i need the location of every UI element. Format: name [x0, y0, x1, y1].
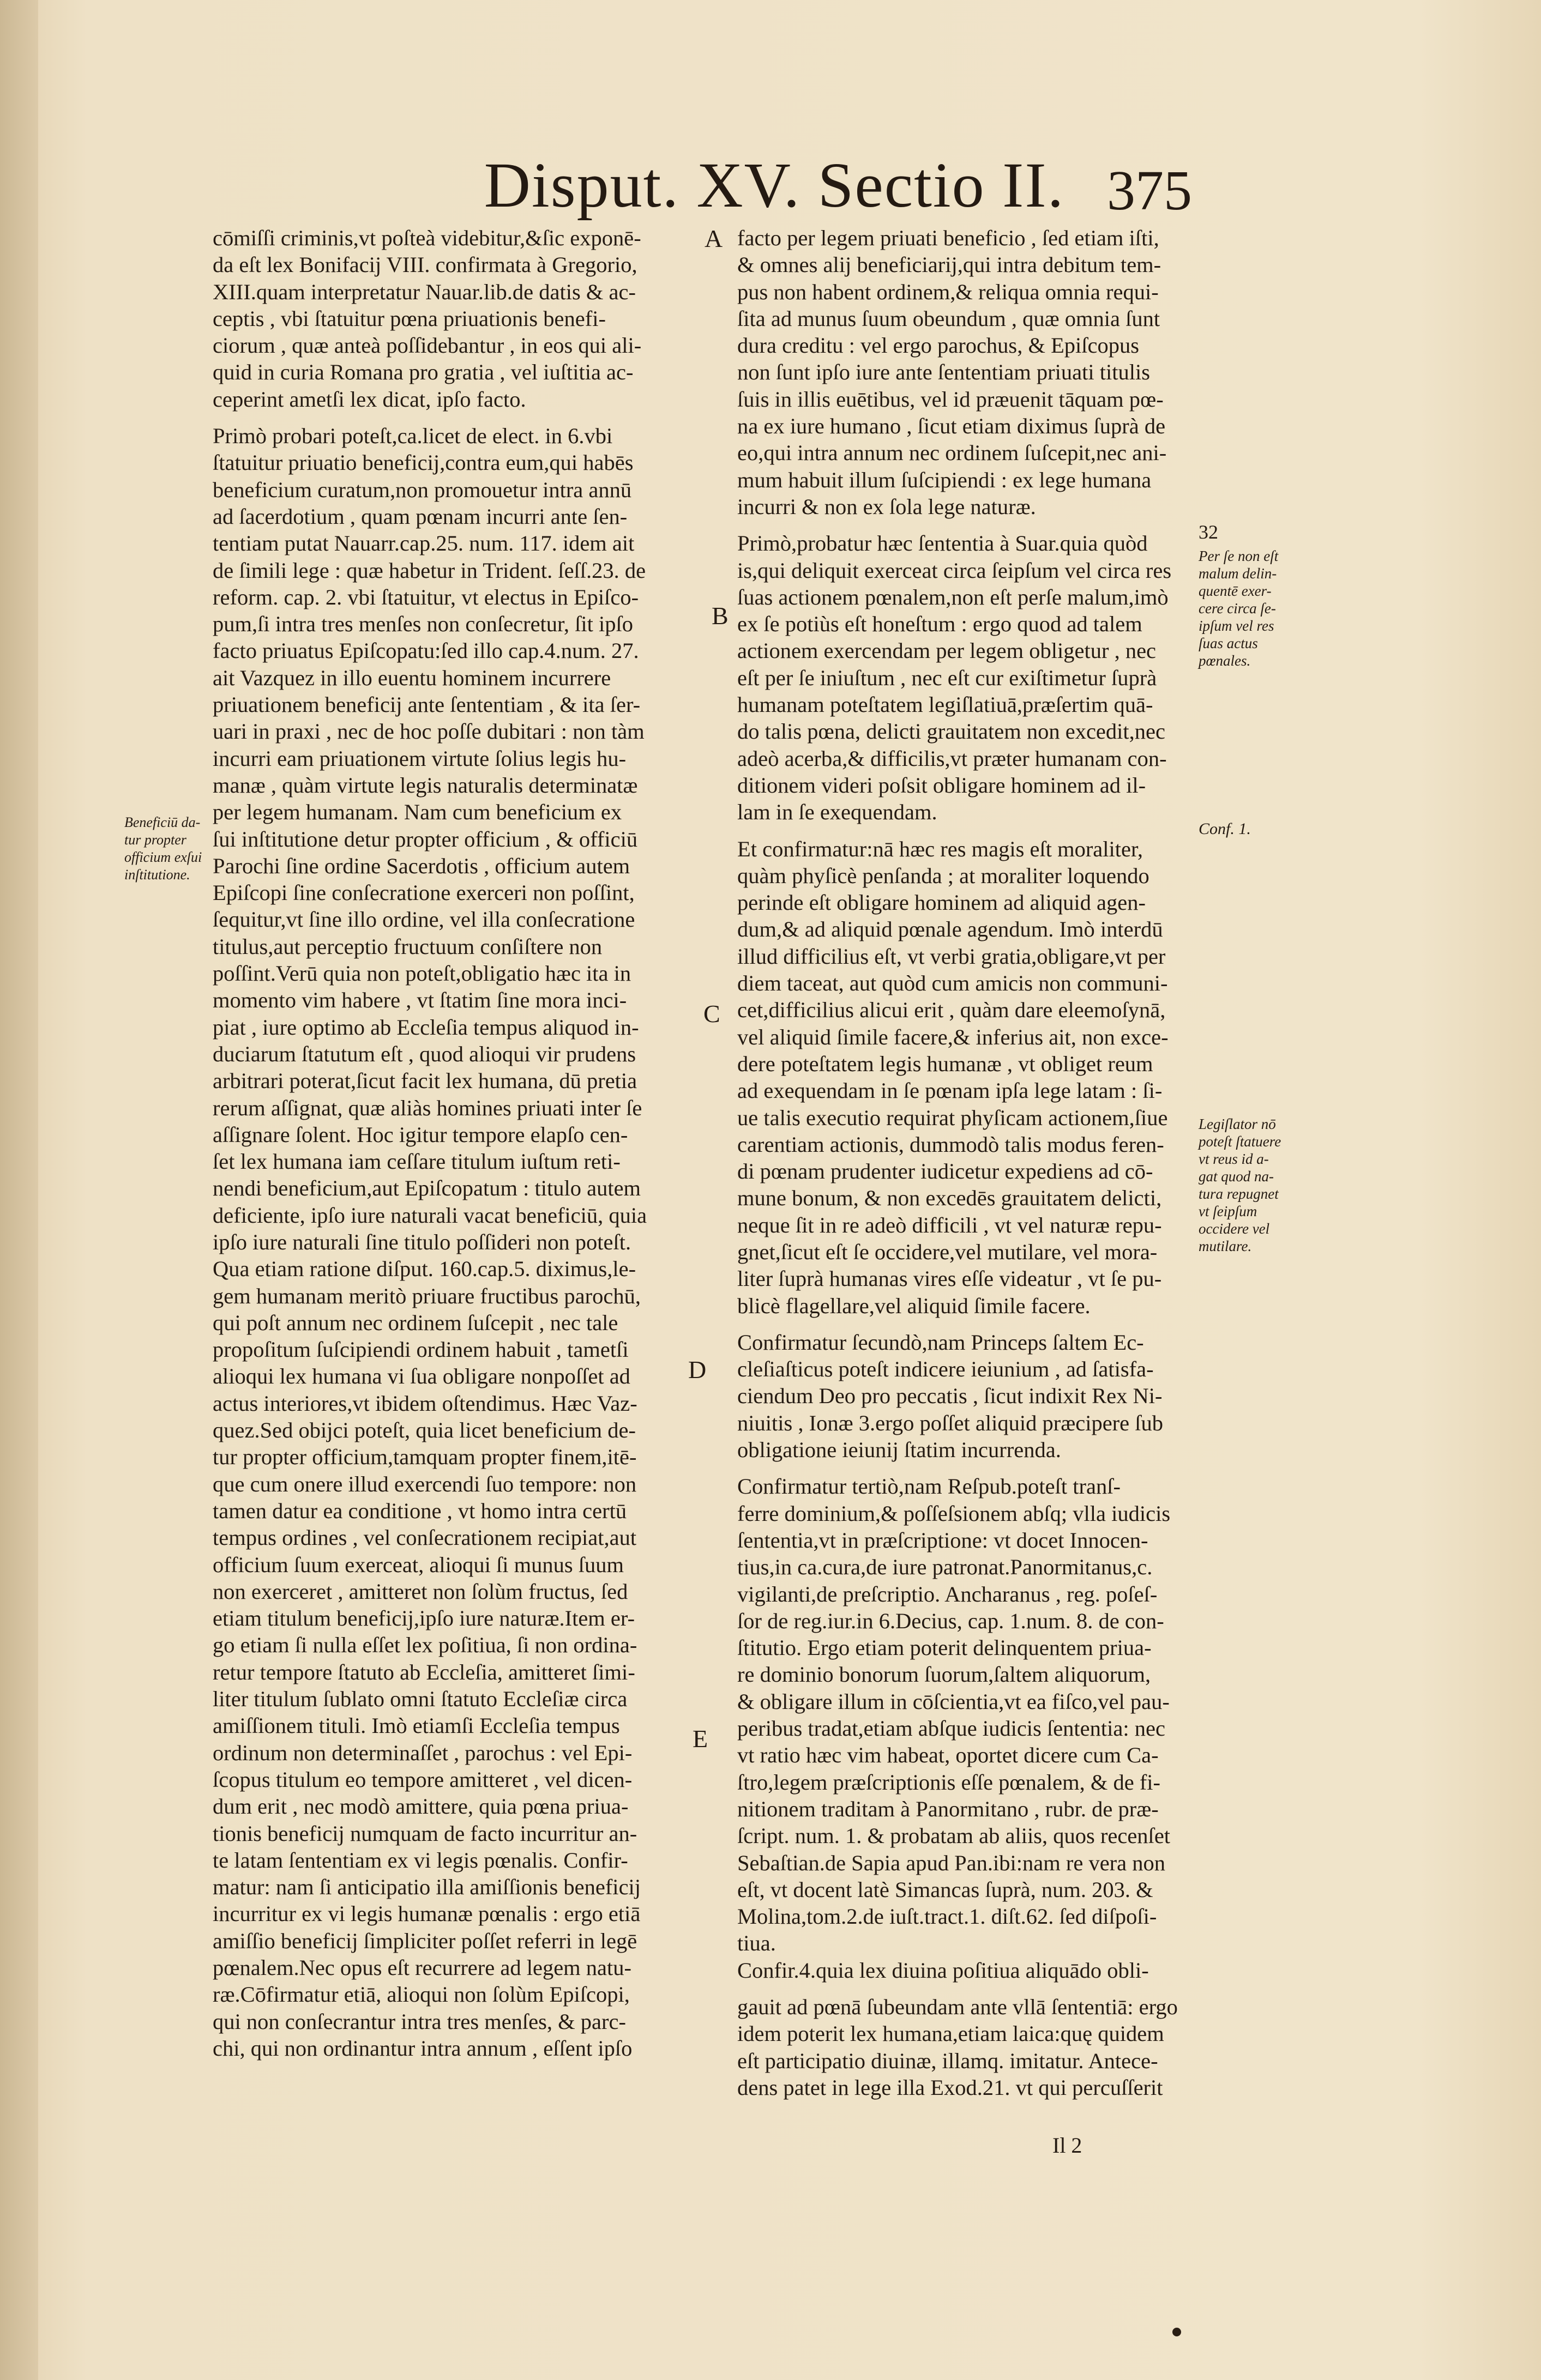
page-header-title: Disput. XV. Sectio II. — [484, 149, 1065, 221]
text-line: diem taceat, aut quòd cum amicis non communi- — [737, 971, 1168, 996]
text-line: pum,ſi intra tres menſes non conſecretur, ſit ipſo — [213, 612, 634, 637]
text-line: ditionem videri poſsit obligare hominem ad il- — [737, 772, 1146, 798]
text-line: actionem exercendam per legem obligetur , nec — [737, 638, 1157, 663]
text-line: ciorum , quæ anteà poſſidebantur , in eos qui ali- — [213, 333, 642, 358]
text-line: Qua etiam ratione diſput. 160.cap.5. diximus,le- — [213, 1257, 636, 1282]
text-line: quàm phyſicè penſanda ; at moraliter loquendo — [737, 863, 1149, 888]
text-line: niuitis , Ionæ 3.ergo poſſet aliquid præcipere ſub — [737, 1410, 1164, 1435]
paragraph-gap — [737, 1984, 1179, 1994]
text-line: arbitrari poterat,ſicut facit lex humana, dū pretia — [213, 1068, 637, 1094]
text-line: retur tempore ſtatuto ab Eccleſia, amitteret ſimi- — [213, 1659, 635, 1684]
text-line: perinde eſt obligare hominem ad aliquid agen- — [737, 890, 1146, 915]
margin-note-left — [124, 814, 202, 884]
text-line: adeò acerba,& difficilis,vt præter humanam con- — [737, 746, 1167, 771]
text-line: mum habuit illum ſuſcipiendi : ex lege humana — [737, 467, 1152, 492]
text-line: eſt per ſe iniuſtum , nec eſt cur exiſtimetur ſuprà — [737, 665, 1157, 690]
text-line: dura creditu : vel ergo parochus, & Epiſcopus — [737, 333, 1140, 358]
text-line: propoſitum ſuſcipiendi ordinem habuit , tametſi — [213, 1337, 629, 1362]
section-letter-d: D — [688, 1356, 707, 1384]
text-line: ue talis executio requirat phyſicam actionem,ſiue — [737, 1105, 1168, 1130]
text-line: liter titulum ſublato omni ſtatuto Eccleſiæ circa — [213, 1687, 628, 1712]
text-line: qui non conſecrantur intra tres menſes, & parc- — [213, 2009, 626, 2034]
text-line: ferre dominium,& poſſeſsionem abſq; vlla iudicis — [737, 1501, 1171, 1526]
text-line: ſequitur,vt ſine illo ordine, vel illa conſecratione — [213, 907, 635, 932]
margin-note-line: Per ſe non eſt — [1199, 548, 1279, 564]
text-line: ræ.Cōfirmatur etiā, alioqui non ſolùm Epiſcopi, — [213, 1982, 630, 2007]
text-line: dum erit , nec modò amittere, quia pœna priua- — [213, 1794, 629, 1819]
text-line: ceperint ametſi lex dicat, ipſo facto. — [213, 386, 526, 412]
text-line: quid in curia Romana pro gratia , vel iuſtitia ac- — [213, 360, 634, 385]
text-line: ſtatuitur priuatio beneficij,contra eum,qui habēs — [213, 450, 634, 475]
text-line: quez.Sed obijci poteſt, quia licet beneficium de- — [213, 1418, 636, 1443]
text-line: te latam ſententiam ex vi legis pœnalis. Confir- — [213, 1847, 628, 1872]
margin-number: 32 — [1199, 521, 1218, 543]
catchword: Il 2 — [1052, 2133, 1082, 2158]
text-line: tempus ordines , vel conſecrationem recipiat,aut — [213, 1525, 637, 1550]
text-line: eo,qui intra annum nec ordinem ſuſcepit,nec ani- — [737, 440, 1167, 466]
text-line: amiſſionem tituli. Imò etiamſi Eccleſia tempus — [213, 1713, 620, 1738]
text-line: Epiſcopi ſine conſecratione exerceri non poſſint, — [213, 880, 635, 905]
text-line: Sebaſtian.de Sapia apud Pan.ibi:nam re vera non — [737, 1850, 1166, 1875]
text-line: cōmiſſi criminis,vt poſteà videbitur,&ſic exponē- — [213, 226, 641, 250]
margin-note-line: pœnales. — [1199, 653, 1251, 669]
text-line: ſtitutio. Ergo etiam poterit delinquentem priua- — [737, 1635, 1152, 1660]
text-line: is,qui deliquit exerceat circa ſeipſum vel circa res — [737, 558, 1172, 583]
paragraph-gap — [737, 520, 1179, 530]
section-letter-c: C — [703, 1000, 720, 1028]
margin-note-line: cere circa ſe- — [1199, 600, 1276, 617]
page-number: 375 — [1107, 159, 1192, 222]
text-line: duciarum ſtatutum eſt , quod alioqui vir prudens — [213, 1041, 636, 1066]
text-line: reform. cap. 2. vbi ſtatuitur, vt electus in Epiſco- — [213, 584, 639, 609]
margin-note-line: quentē exer- — [1199, 583, 1272, 599]
ink-dot — [1172, 2328, 1181, 2336]
text-line: tur propter officium,tamquam propter finem,itē- — [213, 1445, 637, 1470]
text-line: tamen datur ea conditione , vt homo intra certū — [213, 1498, 627, 1523]
text-line: facto priuatus Epiſcopatu:ſed illo cap.4.num. 27. — [213, 638, 639, 663]
text-line: ſor de reg.iur.in 6.Decius, cap. 1.num. 8. de con- — [737, 1608, 1164, 1633]
paragraph-gap — [213, 413, 720, 422]
text-line: tiua. — [737, 1931, 776, 1956]
text-line: vt ratio hæc vim habeat, oportet dicere cum Ca- — [737, 1743, 1159, 1768]
margin-note-line: inſtitutione. — [124, 867, 190, 883]
text-line: ſita ad munus ſuum obeundum , quæ omnia ſunt — [737, 306, 1160, 331]
text-line: ſet lex humana iam ceſſare titulum iuſtum reti- — [213, 1149, 621, 1174]
text-line: dum,& ad aliquid pœnale agendum. Imò interdū — [737, 917, 1163, 942]
text-line: aſſignare ſolent. Hoc igitur tempore elapſo cen- — [213, 1122, 628, 1147]
text-line: Confirmatur tertiò,nam Reſpub.poteſt tranſ- — [737, 1474, 1121, 1499]
binding-gutter — [0, 0, 38, 2380]
text-line: na ex iure humano , ſicut etiam diximus ſuprà de — [737, 414, 1166, 439]
text-line: per legem humanam. Nam cum beneficium ex — [213, 800, 622, 825]
text-line: nendi beneficium,aut Epiſcopatum : titulo autem — [213, 1176, 641, 1201]
text-line: Et confirmatur:nā hæc res magis eſt moraliter, — [737, 836, 1143, 861]
text-line: uari in praxi , nec de hoc poſſe dubitari : non tàm — [213, 719, 645, 744]
text-line: incurritur ex vi legis humanæ pœnalis : ergo etiā — [213, 1901, 641, 1926]
margin-note-conf: Conf. 1. — [1199, 820, 1251, 838]
margin-note-line: tura repugnet — [1199, 1186, 1279, 1202]
text-line: rerum aſſignat, quæ aliàs homines priuati inter ſe — [213, 1095, 642, 1120]
text-line: ſcopus titulum eo tempore amitteret , vel dicen- — [213, 1767, 633, 1792]
text-line: tius,in ca.cura,de iure patronat.Panormitanus,c. — [737, 1555, 1153, 1580]
text-line: tentiam putat Nauarr.cap.25. num. 117. idem ait — [213, 531, 635, 556]
text-line: di pœnam prudenter iudicetur expediens ad cō- — [737, 1159, 1153, 1184]
margin-note-line: tur propter — [124, 832, 186, 848]
right-text-column — [737, 225, 1179, 2101]
text-line: cet,difficilius alicui erit , quàm dare eleemoſynā, — [737, 998, 1166, 1023]
text-line: actus interiores,vt ibidem oſtendimus. Hæc Vaz- — [213, 1391, 637, 1416]
text-line: & obligare illum in cōſcientia,vt ea fiſco,vel pau- — [737, 1689, 1170, 1714]
text-line: pœnalem.Nec opus eſt recurrere ad legem natu- — [213, 1955, 632, 1980]
margin-note-line: officium exſui — [124, 849, 202, 865]
text-line: idem poterit lex humana,etiam laica:quę quidem — [737, 2021, 1164, 2046]
text-line: ſententia,vt in præſcriptione: vt docet Innocen- — [737, 1527, 1148, 1553]
text-line: go etiam ſi nulla eſſet lex poſitiua, ſi non ordina- — [213, 1633, 637, 1658]
text-line: Molina,tom.2.de iuſt.tract.1. diſt.62. ſed diſpoſi- — [737, 1904, 1157, 1929]
text-line: Confirmatur ſecundò,nam Princeps ſaltem Ec- — [737, 1330, 1144, 1355]
section-letter-a: A — [705, 225, 723, 252]
text-line: illud difficilius eſt, vt verbi gratia,obligare,vt per — [737, 944, 1166, 969]
text-line: alioqui lex humana vi ſua obligare nonpoſſet ad — [213, 1364, 630, 1389]
text-line: facto per legem priuati beneficio , ſed etiam iſti, — [737, 226, 1159, 250]
text-line: ad ſacerdotium , quam pœnam incurri ante ſen- — [213, 504, 628, 529]
text-line: gauit ad pœnā ſubeundam ante vllā ſententiā: ergo — [737, 1995, 1178, 2019]
margin-note-line: mutilare. — [1199, 1238, 1252, 1254]
text-line: pus non habent ordinem,& reliqua omnia requi- — [737, 279, 1159, 304]
margin-note-line: ſuas actus — [1199, 635, 1258, 651]
margin-note-line: Legiſlator nō — [1199, 1116, 1276, 1132]
text-line: amiſſio beneficij ſimpliciter poſſet referri in legē — [213, 1928, 637, 1953]
margin-note-line: malum delin- — [1199, 565, 1277, 582]
text-line: manæ , quàm virtute legis naturalis determinatæ — [213, 772, 638, 798]
text-line: Confir.4.quia lex diuina poſitiua aliquādo obli- — [737, 1958, 1149, 1983]
text-line: titulus,aut perceptio fructuum conſiſtere non — [213, 934, 603, 959]
text-line: non exerceret , amitteret non ſolùm fructus, ſed — [213, 1579, 628, 1604]
text-line: non ſunt ipſo iure ante ſententiam priuati titulis — [737, 360, 1150, 385]
text-line: nitionem traditam à Panormitano , rubr. de præ- — [737, 1796, 1159, 1821]
text-line: eſt participatio diuinæ, illamq. imitatur. Antece- — [737, 2048, 1158, 2073]
text-line: da eſt lex Bonifacij VIII. confirmata à Gregorio, — [213, 252, 637, 277]
text-line: ex ſe potiùs eſt honeſtum : ergo quod ad talem — [737, 612, 1142, 637]
text-line: carentiam actionis, dummodò talis modus feren- — [737, 1132, 1164, 1157]
paragraph-gap — [737, 826, 1179, 836]
text-line: ciendum Deo pro peccatis , ſicut indixit Rex Ni- — [737, 1384, 1163, 1409]
margin-note-line: poteſt ſtatuere — [1199, 1133, 1281, 1150]
margin-note-line: vt reus id a- — [1199, 1151, 1269, 1167]
text-line: ſui inſtitutione detur propter officium , & officiū — [213, 826, 638, 851]
text-line: chi, qui non ordinantur intra annum , eſſent ipſo — [213, 2035, 633, 2061]
text-line: qui poſt annum nec ordinem ſuſcepit , nec tale — [213, 1310, 618, 1335]
text-line: Primò,probatur hæc ſententia à Suar.quia quòd — [737, 531, 1148, 556]
text-line: piat , iure optimo ab Eccleſia tempus aliquod in- — [213, 1014, 639, 1040]
margin-note-line: occidere vel — [1199, 1221, 1270, 1237]
margin-note-line: gat quod na- — [1199, 1168, 1274, 1185]
text-line: ſcript. num. 1. & probatam ab aliis, quos recenſet — [737, 1823, 1171, 1849]
section-letter-b: B — [712, 602, 729, 630]
text-line: incurri & non ex ſola lege naturæ. — [737, 494, 1036, 519]
text-line: neque ſit in re adeò difficili , vt vel naturæ repu- — [737, 1212, 1162, 1237]
text-line: momento vim habere , vt ſtatim ſine mora inci- — [213, 988, 627, 1013]
margin-note-line: Beneficiū da- — [124, 814, 201, 830]
text-line: priuationem beneficij ante ſententiam , & ita ſer- — [213, 692, 641, 717]
text-line: obligatione ieiunij ſtatim incurrenda. — [737, 1437, 1061, 1463]
text-line: eſt, vt docent latè Simancas ſuprà, num. 203. & — [737, 1877, 1153, 1902]
text-line: mune bonum, & non excedēs grauitatem delicti, — [737, 1186, 1162, 1211]
paragraph-gap — [737, 1463, 1179, 1473]
text-line: beneficium curatum,non promouetur intra annū — [213, 477, 632, 502]
text-line: dens patet in lege illa Exod.21. vt qui percuſſerit — [737, 2075, 1163, 2100]
text-line: vel aliquid ſimile facere,& inferius ait, non exce- — [737, 1024, 1169, 1049]
text-line: ſtro,legem præſcriptionis eſſe pœnalem, & de fi- — [737, 1769, 1161, 1795]
text-line: dere poteſtatem legis humanæ , vt obliget reum — [737, 1051, 1153, 1076]
text-line: liter ſuprà humanas vires eſſe videatur , vt ſe pu- — [737, 1266, 1162, 1291]
text-line: matur: nam ſi anticipatio illa amiſſionis beneficij — [213, 1875, 641, 1900]
margin-note-line: ipſum vel res — [1199, 618, 1274, 634]
section-letter-e: E — [693, 1725, 708, 1753]
text-line: ſuis in illis euētibus, vel id præuenit tāquam pœ- — [737, 386, 1164, 412]
text-line: lam in ſe exequendam. — [737, 800, 937, 825]
text-line: vigilanti,de preſcriptio. Ancharanus , reg. poſeſ- — [737, 1581, 1158, 1606]
text-line: cleſiaſticus poteſt indicere ieiunium , ad ſatisfa- — [737, 1357, 1154, 1382]
text-line: humanam poteſtatem legiſlatiuā,præſertim quā- — [737, 692, 1153, 717]
text-line: incurri eam priuationem virtute ſolius legis hu- — [213, 746, 627, 771]
text-line: ordinum non determinaſſet , parochus : vel Epi- — [213, 1740, 633, 1765]
text-line: ad exequendam in ſe pœnam ipſa lege latam : ſi- — [737, 1078, 1163, 1103]
text-line: tionis beneficij numquam de facto incurritur an- — [213, 1821, 637, 1846]
text-line: gem humanam meritò priuare fructibus parochū, — [213, 1283, 641, 1308]
margin-note-right-1 — [1199, 547, 1278, 669]
text-line: de ſimili lege : quæ habetur in Trident. ſeſſ.23. de — [213, 558, 646, 583]
text-line: Parochi ſine ordine Sacerdotis , officium autem — [213, 853, 630, 878]
text-line: que cum onere illud exercendi ſuo tempore: non — [213, 1471, 637, 1496]
text-line: peribus tradat,etiam abſque iudicis ſententia: nec — [737, 1716, 1165, 1741]
text-line: poſſint.Verū quia non poteſt,obligatio hæc ita in — [213, 961, 631, 986]
text-line: ſuas actionem pœnalem,non eſt perſe malum,imò — [737, 584, 1169, 609]
text-line: XIII.quam interpretatur Nauar.lib.de datis & ac- — [213, 279, 636, 304]
left-text-column — [213, 225, 720, 2062]
text-line: Primò probari poteſt,ca.licet de elect. in 6.vbi — [213, 424, 613, 449]
text-line: ait Vazquez in illo euentu hominem incurrere — [213, 665, 611, 690]
margin-note-line: vt ſeipſum — [1199, 1203, 1257, 1219]
text-line: & omnes alij beneficiarij,qui intra debitum tem- — [737, 252, 1161, 277]
text-line: etiam titulum beneficij,ipſo iure naturæ.Item er- — [213, 1606, 635, 1631]
text-line: re dominio bonorum ſuorum,ſaltem aliquorum, — [737, 1662, 1151, 1687]
text-line: deficiente, ipſo iure naturali vacat beneficiū, quia — [213, 1203, 647, 1228]
text-line: blicè flagellare,vel aliquid ſimile facere. — [737, 1293, 1091, 1318]
paragraph-gap — [737, 1319, 1179, 1329]
text-line: officium ſuum exerceat, alioqui ſi munus ſuum — [213, 1552, 624, 1577]
margin-note-right-2 — [1199, 1115, 1281, 1255]
text-line: gnet,ſicut eſt ſe occidere,vel mutilare, vel mora- — [737, 1239, 1158, 1264]
text-line: do talis pœna, delicti grauitatem non excedit,nec — [737, 719, 1165, 744]
text-line: ceptis , vbi ſtatuitur pœna priuationis benefi- — [213, 306, 606, 331]
text-line: ipſo iure naturali ſine titulo poſſideri non poteſt. — [213, 1229, 631, 1254]
